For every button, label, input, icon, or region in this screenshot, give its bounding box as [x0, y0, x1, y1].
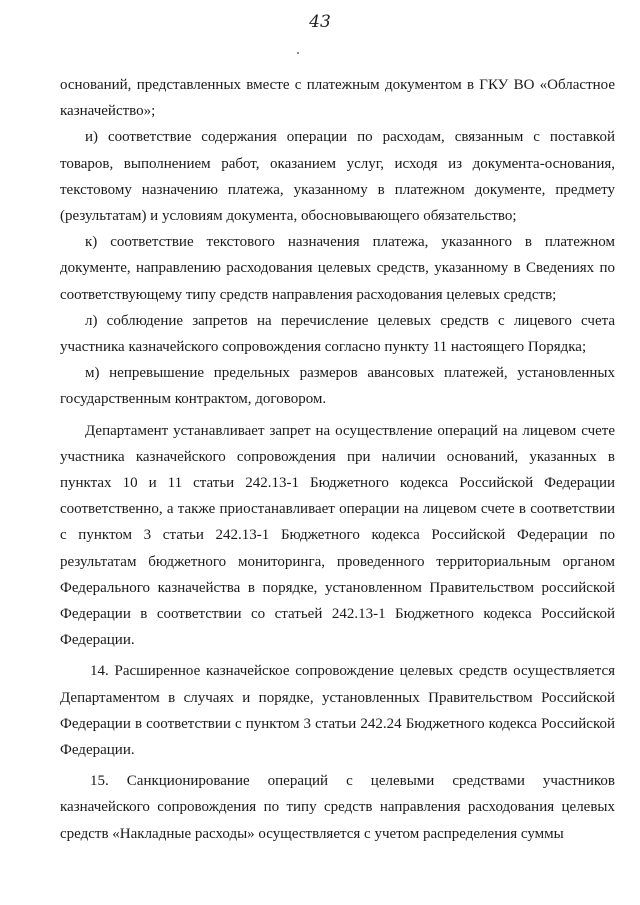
paragraph-item-l: л) соблюдение запретов на перечисление целевых средств с лицевого счета участника казначейского сопровождения согласно пункту 11 настоящего Порядка;	[60, 312, 615, 356]
paragraph-item-m: м) непревышение предельных размеров авансовых платежей, установленных государственным контрактом, договором.	[60, 365, 615, 408]
paragraph-department: Департамент устанавливает запрет на осуществление операций на лицевом счете участника казначейского сопровождения при наличии оснований, указанных в пунктах 10 и 11 статьи 242.13-1 Бюджетного кодекса Российской Федерации соответственно, а также приостанавливает операции на лицевом счете в соответствии с пунктом 3 статьи 242.13-1 Бюджетного кодекса Российской Федерации по результатам бюджетного мониторинга, проведенного территориальным органом Федерального казначейства в порядке, установленном Правительством российской Федерации в соответствии со статьей 242.13-1 Бюджетного кодекса Российской Федерации.	[60, 422, 615, 649]
scan-artifact	[297, 52, 299, 54]
paragraph-section-14: 14. Расширенное казначейское сопровождение целевых средств осуществляется Департаментом в случаях и порядке, установленных Правительством Российской Федерации в соответствии с пунктом 3 статьи 242.24 Бюджетного кодекса Российской Федерации.	[60, 663, 615, 759]
paragraph-continuation: оснований, представленных вместе с платежным документом в ГКУ ВО «Областное казначейство»;	[60, 77, 615, 120]
paragraph-item-i: и) соответствие содержания операции по расходам, связанным с поставкой товаров, выполнением работ, оказанием услуг, исходя из документа-основания, текстовому назначению платежа, указанному в платежном документе, предмету (результатам) и условиям документа, обосновывающего обязательство;	[60, 129, 615, 225]
paragraph-section-15: 15. Санкционирование операций с целевыми средствами участников казначейского сопровождения по типу средств направления расходования целевых средств «Накладные расходы» осуществляется с учетом распределения суммы	[60, 773, 615, 842]
document-body	[60, 72, 615, 847]
paragraph-item-k: к) соответствие текстового назначения платежа, указанного в платежном документе, направлению расходования целевых средств, указанному в Сведениях по соответствующему типу средств направления расходования целевых средств;	[60, 234, 615, 303]
page-number: 43	[309, 12, 331, 32]
